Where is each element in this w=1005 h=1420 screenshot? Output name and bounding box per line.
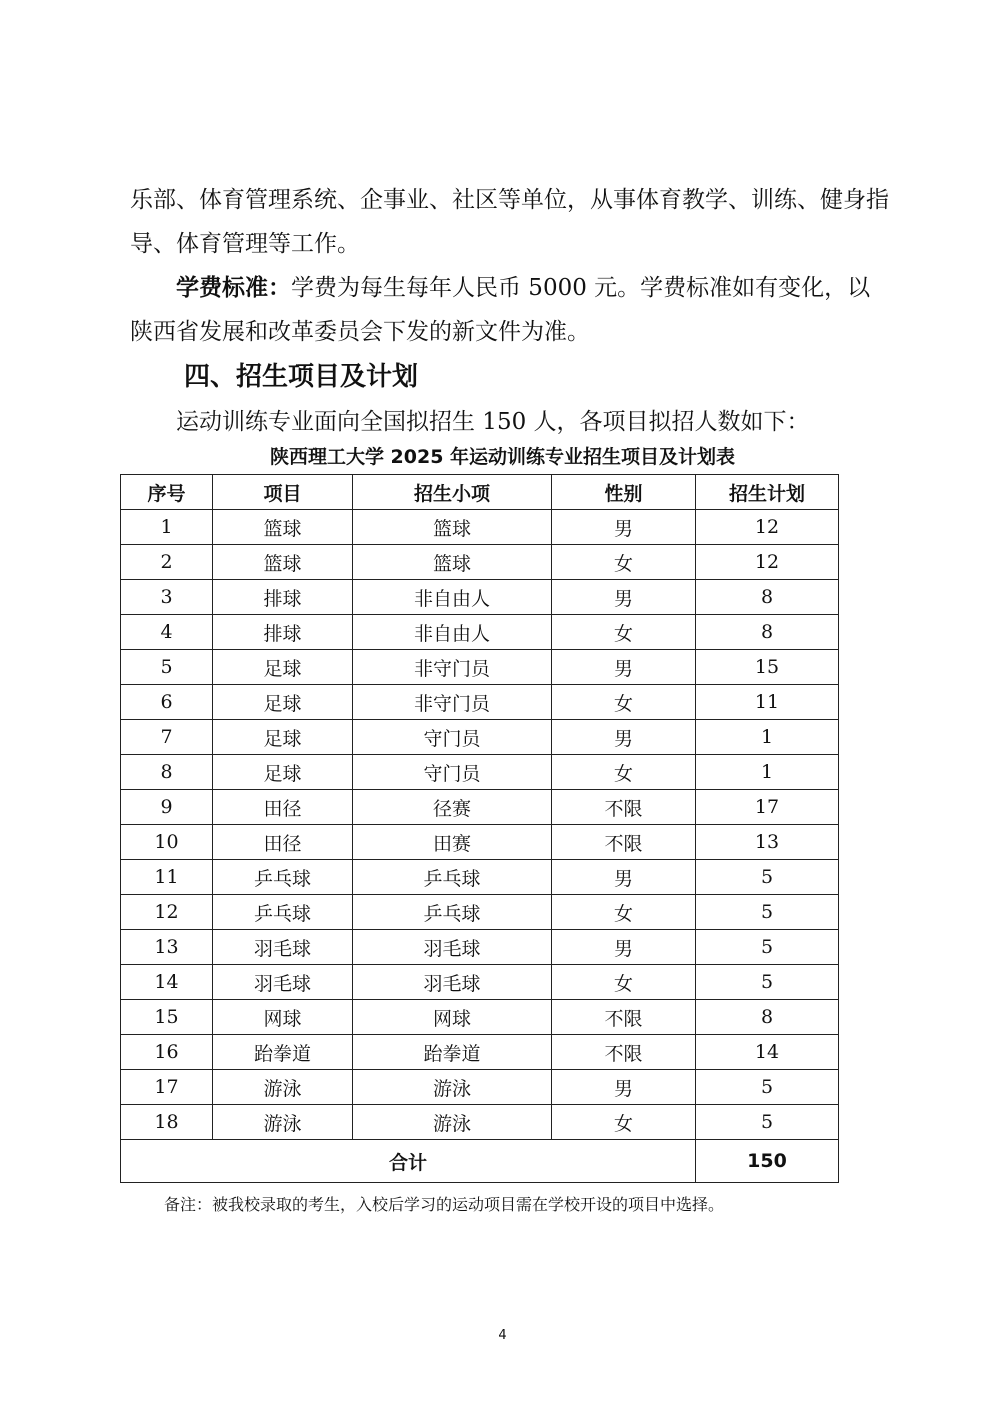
cell-sport: 篮球 <box>213 510 353 545</box>
table-header-row <box>121 475 839 510</box>
cell-quota: 5 <box>696 860 839 895</box>
cell-gender: 男 <box>552 650 696 685</box>
cell-quota: 1 <box>696 755 839 790</box>
cell-sport: 游泳 <box>213 1105 353 1140</box>
cell-index: 16 <box>121 1035 213 1070</box>
table-row <box>121 580 839 615</box>
section-intro: 运动训练专业面向全国拟招生 150 人，各项目拟招人数如下： <box>176 409 810 435</box>
table-row <box>121 1000 839 1035</box>
cell-index: 5 <box>121 650 213 685</box>
enrollment-plan-table <box>120 474 839 1183</box>
cell-subitem: 非自由人 <box>353 615 552 650</box>
table-row <box>121 1105 839 1140</box>
cell-index: 15 <box>121 1000 213 1035</box>
table-row <box>121 965 839 1000</box>
cell-quota: 14 <box>696 1035 839 1070</box>
cell-quota: 17 <box>696 790 839 825</box>
table-body <box>121 510 839 1183</box>
cell-gender: 不限 <box>552 825 696 860</box>
table-row <box>121 510 839 545</box>
cell-sport: 足球 <box>213 685 353 720</box>
total-value: 150 <box>696 1140 839 1183</box>
cell-subitem: 网球 <box>353 1000 552 1035</box>
cell-gender: 女 <box>552 965 696 1000</box>
cell-quota: 1 <box>696 720 839 755</box>
cell-sport: 跆拳道 <box>213 1035 353 1070</box>
cell-quota: 5 <box>696 930 839 965</box>
header-quota: 招生计划 <box>696 475 839 510</box>
cell-sport: 田径 <box>213 825 353 860</box>
table-row <box>121 1070 839 1105</box>
cell-sport: 羽毛球 <box>213 930 353 965</box>
cell-subitem: 篮球 <box>353 510 552 545</box>
cell-gender: 女 <box>552 685 696 720</box>
cell-gender: 男 <box>552 1070 696 1105</box>
tuition-paragraph <box>130 266 890 354</box>
total-label: 合计 <box>121 1140 696 1183</box>
cell-quota: 12 <box>696 545 839 580</box>
table-row <box>121 545 839 580</box>
cell-quota: 8 <box>696 580 839 615</box>
table-note: 备注：被我校录取的考生，入校后学习的运动项目需在学校开设的项目中选择。 <box>164 1195 725 1214</box>
cell-gender: 女 <box>552 615 696 650</box>
cell-quota: 8 <box>696 615 839 650</box>
cell-index: 8 <box>121 755 213 790</box>
cell-gender: 不限 <box>552 790 696 825</box>
cell-sport: 排球 <box>213 615 353 650</box>
table-row <box>121 615 839 650</box>
header-index: 序号 <box>121 475 213 510</box>
table-row <box>121 720 839 755</box>
cell-gender: 女 <box>552 545 696 580</box>
table-row <box>121 930 839 965</box>
cell-subitem: 游泳 <box>353 1105 552 1140</box>
cell-index: 14 <box>121 965 213 1000</box>
cell-index: 3 <box>121 580 213 615</box>
continuation-paragraph: 乐部、体育管理系统、企事业、社区等单位，从事体育教学、训练、健身指导、体育管理等工作。 <box>130 187 889 257</box>
cell-sport: 乒乓球 <box>213 895 353 930</box>
cell-gender: 不限 <box>552 1000 696 1035</box>
cell-subitem: 非守门员 <box>353 685 552 720</box>
cell-quota: 5 <box>696 965 839 1000</box>
cell-subitem: 田赛 <box>353 825 552 860</box>
table-row <box>121 1035 839 1070</box>
cell-quota: 15 <box>696 650 839 685</box>
cell-subitem: 羽毛球 <box>353 930 552 965</box>
cell-subitem: 乒乓球 <box>353 860 552 895</box>
cell-subitem: 守门员 <box>353 755 552 790</box>
cell-sport: 羽毛球 <box>213 965 353 1000</box>
table-row <box>121 685 839 720</box>
header-subitem: 招生小项 <box>353 475 552 510</box>
table-total-row <box>121 1140 839 1183</box>
cell-quota: 12 <box>696 510 839 545</box>
cell-subitem: 非守门员 <box>353 650 552 685</box>
table-row <box>121 860 839 895</box>
cell-sport: 篮球 <box>213 545 353 580</box>
cell-gender: 不限 <box>552 1035 696 1070</box>
cell-sport: 足球 <box>213 650 353 685</box>
cell-quota: 11 <box>696 685 839 720</box>
cell-quota: 5 <box>696 1105 839 1140</box>
cell-index: 13 <box>121 930 213 965</box>
cell-index: 17 <box>121 1070 213 1105</box>
cell-sport: 乒乓球 <box>213 860 353 895</box>
cell-subitem: 非自由人 <box>353 580 552 615</box>
cell-gender: 男 <box>552 860 696 895</box>
cell-gender: 男 <box>552 720 696 755</box>
section-title: 四、招生项目及计划 <box>184 362 419 392</box>
cell-subitem: 羽毛球 <box>353 965 552 1000</box>
cell-gender: 女 <box>552 755 696 790</box>
cell-gender: 女 <box>552 1105 696 1140</box>
table-row <box>121 895 839 930</box>
cell-subitem: 径赛 <box>353 790 552 825</box>
cell-quota: 5 <box>696 895 839 930</box>
cell-index: 1 <box>121 510 213 545</box>
cell-subitem: 篮球 <box>353 545 552 580</box>
cell-index: 11 <box>121 860 213 895</box>
cell-sport: 足球 <box>213 720 353 755</box>
tuition-text: 学费为每生每年人民币 5000 元。学费标准如有变化，以陕西省发展和改革委员会下发的新文件为准。 <box>130 275 871 345</box>
cell-quota: 8 <box>696 1000 839 1035</box>
table-caption: 陕西理工大学 2025 年运动训练专业招生项目及计划表 <box>269 446 736 468</box>
cell-sport: 网球 <box>213 1000 353 1035</box>
table-row <box>121 755 839 790</box>
cell-index: 10 <box>121 825 213 860</box>
tuition-label: 学费标准： <box>176 275 291 301</box>
cell-index: 4 <box>121 615 213 650</box>
cell-gender: 男 <box>552 510 696 545</box>
cell-subitem: 跆拳道 <box>353 1035 552 1070</box>
table-row <box>121 825 839 860</box>
cell-gender: 男 <box>552 930 696 965</box>
cell-gender: 男 <box>552 580 696 615</box>
cell-subitem: 游泳 <box>353 1070 552 1105</box>
cell-index: 2 <box>121 545 213 580</box>
cell-sport: 游泳 <box>213 1070 353 1105</box>
cell-subitem: 乒乓球 <box>353 895 552 930</box>
cell-sport: 足球 <box>213 755 353 790</box>
page-number: 4 <box>498 1328 507 1343</box>
cell-index: 12 <box>121 895 213 930</box>
table-row <box>121 790 839 825</box>
cell-gender: 女 <box>552 895 696 930</box>
header-gender: 性别 <box>552 475 696 510</box>
cell-sport: 排球 <box>213 580 353 615</box>
cell-index: 18 <box>121 1105 213 1140</box>
cell-quota: 5 <box>696 1070 839 1105</box>
cell-index: 6 <box>121 685 213 720</box>
cell-index: 7 <box>121 720 213 755</box>
cell-sport: 田径 <box>213 790 353 825</box>
cell-index: 9 <box>121 790 213 825</box>
table-row <box>121 650 839 685</box>
cell-quota: 13 <box>696 825 839 860</box>
cell-subitem: 守门员 <box>353 720 552 755</box>
header-sport: 项目 <box>213 475 353 510</box>
